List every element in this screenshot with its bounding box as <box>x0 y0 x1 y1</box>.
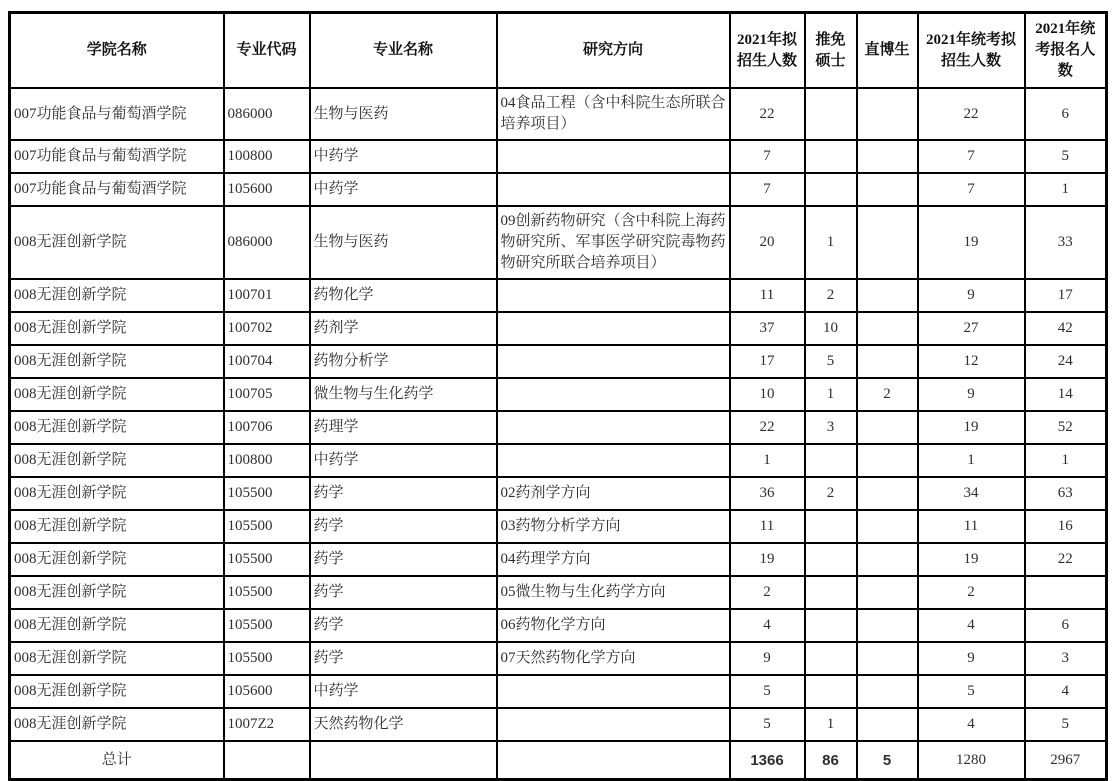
cell: 药剂学 <box>310 312 497 345</box>
cell: 7 <box>730 173 805 206</box>
cell: 6 <box>1025 88 1107 140</box>
cell <box>497 312 730 345</box>
cell <box>857 279 918 312</box>
cell: 9 <box>918 642 1025 675</box>
cell: 19 <box>918 411 1025 444</box>
cell <box>805 642 857 675</box>
cell <box>857 708 918 741</box>
table-row <box>10 173 1107 206</box>
cell <box>857 173 918 206</box>
cell: 药理学 <box>310 411 497 444</box>
cell: 1 <box>805 708 857 741</box>
cell: 03药物分析学方向 <box>497 510 730 543</box>
cell: 5 <box>918 675 1025 708</box>
cell: 药学 <box>310 477 497 510</box>
cell: 42 <box>1025 312 1107 345</box>
cell <box>857 444 918 477</box>
cell <box>497 675 730 708</box>
cell: 008无涯创新学院 <box>10 477 224 510</box>
cell: 16 <box>1025 510 1107 543</box>
cell <box>497 345 730 378</box>
table-row <box>10 543 1107 576</box>
cell: 11 <box>730 279 805 312</box>
cell: 100701 <box>224 279 310 312</box>
cell: 008无涯创新学院 <box>10 675 224 708</box>
cell: 04药理学方向 <box>497 543 730 576</box>
cell: 10 <box>805 312 857 345</box>
cell: 3 <box>1025 642 1107 675</box>
cell <box>805 675 857 708</box>
cell: 4 <box>918 708 1025 741</box>
column-header: 专业代码 <box>224 13 310 89</box>
table-row <box>10 576 1107 609</box>
cell <box>857 312 918 345</box>
cell: 9 <box>730 642 805 675</box>
cell: 105500 <box>224 510 310 543</box>
cell: 008无涯创新学院 <box>10 279 224 312</box>
cell: 2 <box>730 576 805 609</box>
cell: 04食品工程（含中科院生态所联合培养项目） <box>497 88 730 140</box>
cell: 中药学 <box>310 140 497 173</box>
table-row <box>10 206 1107 279</box>
cell: 105500 <box>224 543 310 576</box>
cell <box>805 510 857 543</box>
cell <box>497 279 730 312</box>
cell: 008无涯创新学院 <box>10 609 224 642</box>
cell <box>857 609 918 642</box>
cell <box>497 173 730 206</box>
cell: 3 <box>805 411 857 444</box>
column-header: 2021年统考报名人数 <box>1025 13 1107 89</box>
cell: 008无涯创新学院 <box>10 345 224 378</box>
cell: 14 <box>1025 378 1107 411</box>
cell <box>497 411 730 444</box>
cell: 中药学 <box>310 444 497 477</box>
cell: 22 <box>730 88 805 140</box>
cell: 1 <box>1025 444 1107 477</box>
cell: 008无涯创新学院 <box>10 708 224 741</box>
cell: 12 <box>918 345 1025 378</box>
cell: 19 <box>918 543 1025 576</box>
cell: 药学 <box>310 543 497 576</box>
cell: 1 <box>918 444 1025 477</box>
cell: 5 <box>730 675 805 708</box>
cell: 2 <box>805 279 857 312</box>
table-row <box>10 708 1107 741</box>
table-row <box>10 312 1107 345</box>
cell: 4 <box>730 609 805 642</box>
cell: 008无涯创新学院 <box>10 576 224 609</box>
cell: 008无涯创新学院 <box>10 411 224 444</box>
table-row <box>10 642 1107 675</box>
column-header: 研究方向 <box>497 13 730 89</box>
cell <box>857 675 918 708</box>
cell: 36 <box>730 477 805 510</box>
admissions-table <box>8 11 1108 781</box>
cell: 天然药物化学 <box>310 708 497 741</box>
table-row <box>10 345 1107 378</box>
cell <box>497 708 730 741</box>
cell: 22 <box>1025 543 1107 576</box>
cell: 1 <box>1025 173 1107 206</box>
cell: 09创新药物研究（含中科院上海药物研究所、军事医学研究院毒物药物研究所联合培养项目） <box>497 206 730 279</box>
cell: 5 <box>730 708 805 741</box>
cell: 药学 <box>310 609 497 642</box>
table-row <box>10 140 1107 173</box>
cell: 086000 <box>224 206 310 279</box>
cell: 105500 <box>224 576 310 609</box>
cell: 2 <box>918 576 1025 609</box>
cell: 10 <box>730 378 805 411</box>
cell: 药学 <box>310 510 497 543</box>
cell <box>857 510 918 543</box>
cell: 2 <box>805 477 857 510</box>
table-row <box>10 477 1107 510</box>
cell <box>857 477 918 510</box>
cell <box>857 345 918 378</box>
table-body <box>10 88 1107 780</box>
column-header: 专业名称 <box>310 13 497 89</box>
total-label-cell: 总计 <box>10 741 224 780</box>
total-cell: 2967 <box>1025 741 1107 780</box>
cell: 1 <box>805 378 857 411</box>
total-cell: 1366 <box>730 741 805 780</box>
cell: 008无涯创新学院 <box>10 510 224 543</box>
cell: 7 <box>918 140 1025 173</box>
cell <box>857 88 918 140</box>
total-cell <box>310 741 497 780</box>
total-cell <box>497 741 730 780</box>
cell: 药物化学 <box>310 279 497 312</box>
cell: 008无涯创新学院 <box>10 642 224 675</box>
cell: 生物与医药 <box>310 206 497 279</box>
cell <box>857 543 918 576</box>
cell: 105500 <box>224 642 310 675</box>
cell: 105600 <box>224 173 310 206</box>
table-row <box>10 411 1107 444</box>
total-cell <box>224 741 310 780</box>
cell <box>857 206 918 279</box>
cell: 05微生物与生化药学方向 <box>497 576 730 609</box>
cell: 34 <box>918 477 1025 510</box>
cell: 100704 <box>224 345 310 378</box>
cell: 中药学 <box>310 675 497 708</box>
column-header: 2021年拟招生人数 <box>730 13 805 89</box>
cell <box>1025 576 1107 609</box>
cell: 008无涯创新学院 <box>10 378 224 411</box>
cell: 1 <box>805 206 857 279</box>
cell <box>805 609 857 642</box>
cell: 7 <box>730 140 805 173</box>
cell: 24 <box>1025 345 1107 378</box>
total-row <box>10 741 1107 780</box>
cell: 27 <box>918 312 1025 345</box>
cell: 5 <box>1025 708 1107 741</box>
cell: 4 <box>1025 675 1107 708</box>
cell <box>857 140 918 173</box>
cell: 100705 <box>224 378 310 411</box>
cell: 17 <box>1025 279 1107 312</box>
cell <box>805 576 857 609</box>
table-row <box>10 444 1107 477</box>
cell: 药物分析学 <box>310 345 497 378</box>
table-row <box>10 609 1107 642</box>
cell: 5 <box>805 345 857 378</box>
table-row <box>10 378 1107 411</box>
total-cell: 86 <box>805 741 857 780</box>
cell <box>805 140 857 173</box>
cell: 007功能食品与葡萄酒学院 <box>10 173 224 206</box>
cell: 2 <box>857 378 918 411</box>
cell <box>805 543 857 576</box>
cell: 105600 <box>224 675 310 708</box>
cell: 19 <box>730 543 805 576</box>
cell: 11 <box>918 510 1025 543</box>
total-cell: 1280 <box>918 741 1025 780</box>
cell: 105500 <box>224 477 310 510</box>
table-row <box>10 510 1107 543</box>
cell <box>805 444 857 477</box>
cell <box>497 444 730 477</box>
cell: 7 <box>918 173 1025 206</box>
cell: 中药学 <box>310 173 497 206</box>
cell <box>857 411 918 444</box>
cell: 生物与医药 <box>310 88 497 140</box>
cell: 37 <box>730 312 805 345</box>
cell <box>497 140 730 173</box>
cell: 100800 <box>224 140 310 173</box>
cell: 20 <box>730 206 805 279</box>
table-row <box>10 675 1107 708</box>
cell: 1007Z2 <box>224 708 310 741</box>
cell: 008无涯创新学院 <box>10 206 224 279</box>
cell: 086000 <box>224 88 310 140</box>
cell <box>497 378 730 411</box>
cell: 9 <box>918 279 1025 312</box>
cell: 008无涯创新学院 <box>10 312 224 345</box>
cell: 22 <box>730 411 805 444</box>
cell: 008无涯创新学院 <box>10 444 224 477</box>
cell: 008无涯创新学院 <box>10 543 224 576</box>
cell: 100702 <box>224 312 310 345</box>
table-row <box>10 279 1107 312</box>
column-header: 推免硕士 <box>805 13 857 89</box>
cell: 33 <box>1025 206 1107 279</box>
cell: 9 <box>918 378 1025 411</box>
cell: 5 <box>1025 140 1107 173</box>
cell <box>805 88 857 140</box>
column-header: 直博生 <box>857 13 918 89</box>
cell: 52 <box>1025 411 1107 444</box>
cell: 100800 <box>224 444 310 477</box>
cell: 17 <box>730 345 805 378</box>
cell: 药学 <box>310 642 497 675</box>
column-header: 学院名称 <box>10 13 224 89</box>
cell: 02药剂学方向 <box>497 477 730 510</box>
cell: 1 <box>730 444 805 477</box>
cell: 105500 <box>224 609 310 642</box>
cell <box>857 576 918 609</box>
cell: 63 <box>1025 477 1107 510</box>
cell: 007功能食品与葡萄酒学院 <box>10 140 224 173</box>
cell: 6 <box>1025 609 1107 642</box>
cell: 07天然药物化学方向 <box>497 642 730 675</box>
cell: 11 <box>730 510 805 543</box>
cell: 微生物与生化药学 <box>310 378 497 411</box>
header-row <box>10 13 1107 89</box>
cell: 06药物化学方向 <box>497 609 730 642</box>
total-cell: 5 <box>857 741 918 780</box>
table-row <box>10 88 1107 140</box>
cell: 4 <box>918 609 1025 642</box>
cell: 药学 <box>310 576 497 609</box>
cell: 007功能食品与葡萄酒学院 <box>10 88 224 140</box>
cell <box>857 642 918 675</box>
column-header: 2021年统考拟招生人数 <box>918 13 1025 89</box>
cell: 100706 <box>224 411 310 444</box>
cell: 19 <box>918 206 1025 279</box>
cell <box>805 173 857 206</box>
cell: 22 <box>918 88 1025 140</box>
